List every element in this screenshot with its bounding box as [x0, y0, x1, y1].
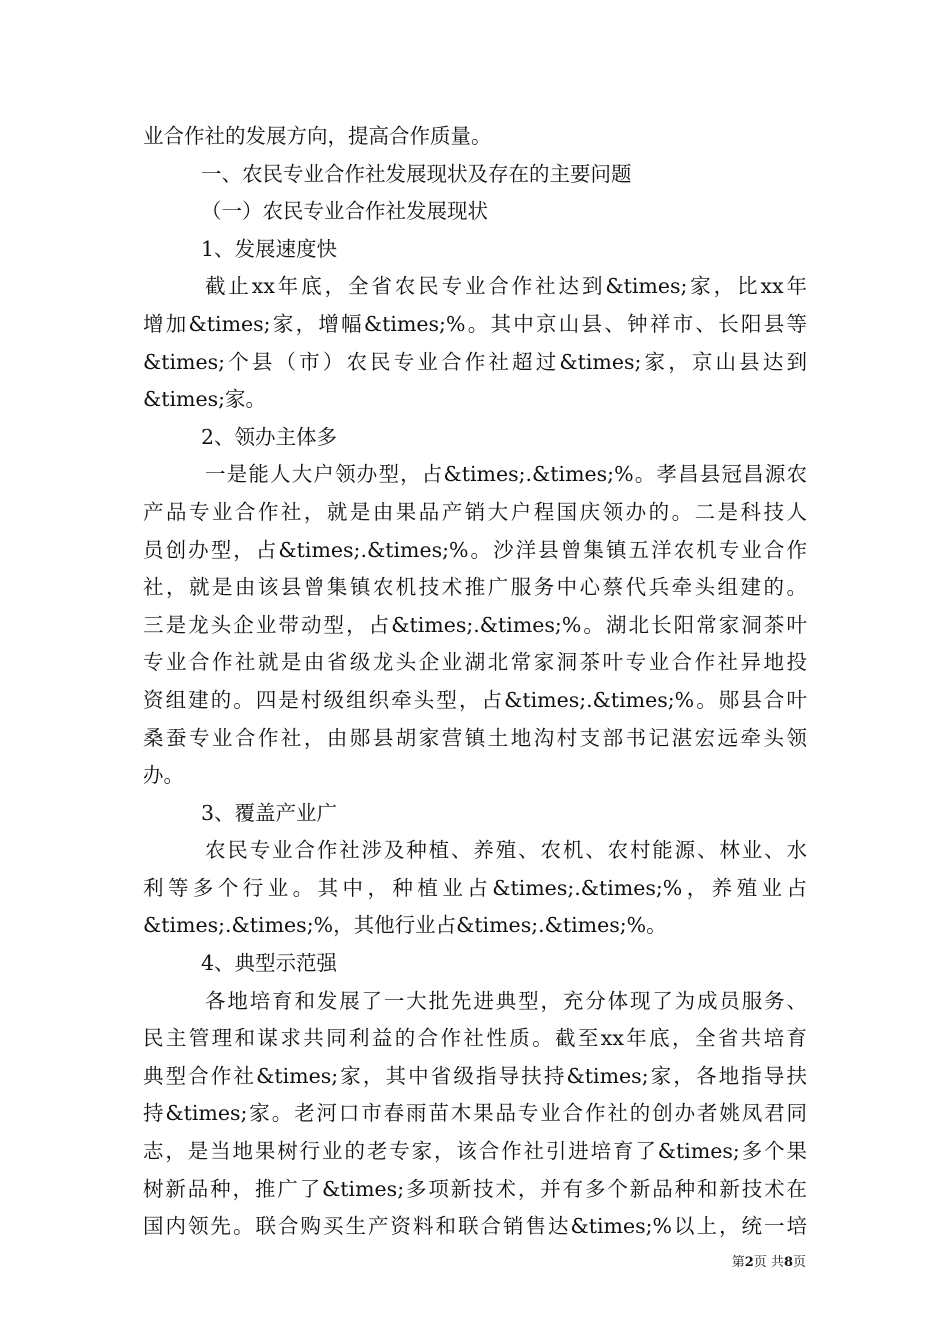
body-line: &times;.&times;%，其他行业占&times;.&times;%。 — [143, 913, 667, 938]
footer-middle: 页 共 — [753, 1255, 784, 1270]
item-heading: 2、领办主体多 — [201, 424, 338, 449]
section-heading: 一、农民专业合作社发展现状及存在的主要问题 — [201, 161, 632, 186]
subsection-heading: （一）农民专业合作社发展现状 — [201, 199, 488, 224]
body-line: 利等多个行业。其中，种植业占&times;.&times;%，养殖业占 — [143, 875, 807, 900]
body-line: &times;家。 — [143, 387, 267, 412]
body-line: 社，就是由该县曾集镇农机技术推广服务中心蔡代兵牵头组建的。 — [143, 575, 807, 600]
item-heading: 1、发展速度快 — [201, 236, 338, 261]
body-line: 三是龙头企业带动型，占&times;.&times;%。湖北长阳常家洞茶叶 — [143, 612, 807, 637]
body-line: 民主管理和谋求共同利益的合作社性质。截至xx年底，全省共培育 — [143, 1026, 807, 1051]
footer-prefix: 第 — [731, 1255, 745, 1270]
body-line: 办。 — [143, 763, 184, 788]
body-line: 专业合作社就是由省级龙头企业湖北常家洞茶叶专业合作社异地投 — [143, 650, 807, 675]
body-line: 员创办型，占&times;.&times;%。沙洋县曾集镇五洋农机专业合作 — [143, 537, 807, 562]
body-line: 志，是当地果树行业的老专家，该合作社引进培育了&times;多个果 — [143, 1139, 807, 1164]
body-line: 持&times;家。老河口市春雨苗木果品专业合作社的创办者姚凤君同 — [143, 1101, 807, 1126]
document-body — [143, 118, 807, 1246]
body-line: 树新品种，推广了&times;多项新技术，并有多个新品种和新技术在 — [143, 1176, 807, 1201]
body-line: 一是能人大户领办型，占&times;.&times;%。孝昌县冠昌源农 — [205, 462, 807, 487]
body-line: 各地培育和发展了一大批先进典型，充分体现了为成员服务、 — [205, 988, 807, 1013]
body-line: &times;个县（市）农民专业合作社超过&times;家，京山县达到 — [143, 349, 807, 374]
total-pages-number: 8 — [783, 1255, 793, 1270]
current-page-number: 2 — [744, 1255, 754, 1270]
body-line: 桑蚕专业合作社，由郧县胡家营镇土地沟村支部书记湛宏远牵头领 — [143, 725, 807, 750]
footer-suffix: 页 — [792, 1255, 806, 1270]
page-footer — [732, 1255, 806, 1271]
body-line: 典型合作社&times;家，其中省级指导扶持&times;家，各地指导扶 — [143, 1063, 807, 1088]
item-heading: 3、覆盖产业广 — [201, 800, 338, 825]
body-line: 产品专业合作社，就是由果品产销大户程国庆领办的。二是科技人 — [143, 499, 807, 524]
body-line: 增加&times;家，增幅&times;%。其中京山县、钟祥市、长阳县等 — [143, 311, 807, 336]
body-line: 业合作社的发展方向，提高合作质量。 — [143, 124, 492, 148]
item-heading: 4、典型示范强 — [201, 951, 338, 976]
body-line: 资组建的。四是村级组织牵头型，占&times;.&times;%。郧县合叶 — [143, 687, 807, 712]
body-line: 截止xx年底，全省农民专业合作社达到&times;家，比xx年 — [205, 274, 807, 299]
body-line: 国内领先。联合购买生产资料和联合销售达&times;%以上，统一培 — [143, 1214, 807, 1239]
body-line: 农民专业合作社涉及种植、养殖、农机、农村能源、林业、水 — [205, 838, 807, 863]
